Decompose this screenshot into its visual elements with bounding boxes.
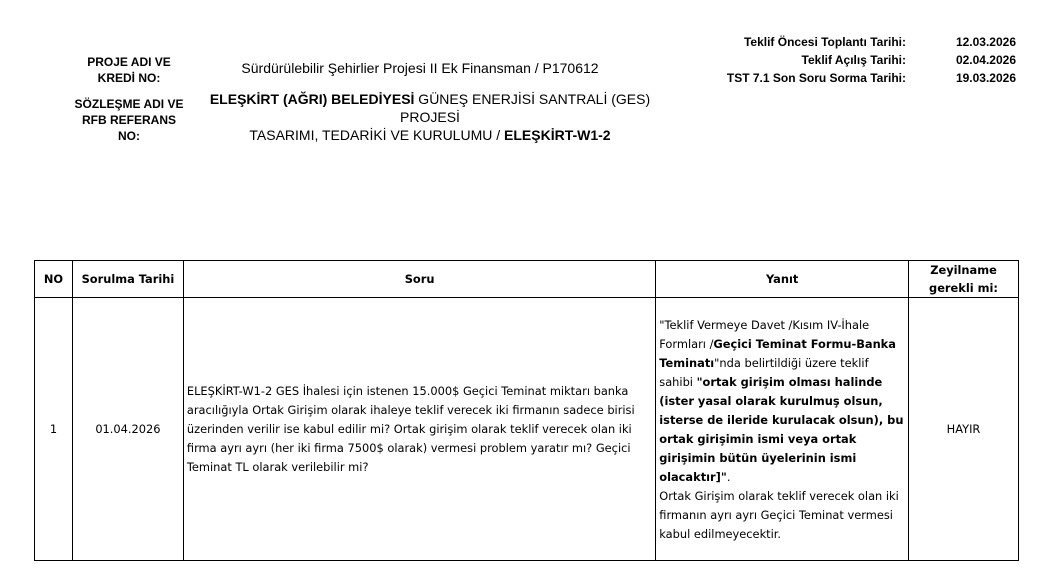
- answer-text: .: [726, 470, 731, 484]
- column-header-answer: Yanıt: [656, 261, 909, 298]
- contract-project-text: GÜNEŞ ENERJİSİ SANTRALİ (GES) PROJESİ: [400, 91, 651, 125]
- column-header-no: NO: [35, 261, 73, 298]
- date-row-pre-bid-meeting: [646, 33, 1016, 51]
- row-question: ELEŞKİRT-W1-2 GES İhalesi için istenen 15.000$ Geçici Teminat miktarı banka aracılığıyla Ortak Girişim olarak ihaleye teklif verecek iki firmanın sadece birisi üzerinden verilir ise kabul edilir mi? Ortak girişim olarak teklif verecek olan iki firma ayrı ayrı (her iki firma 7500$ olarak) vermesi problem yaratır mı? Geçici Teminat TL olarak verilebilir mi?: [183, 298, 655, 561]
- key-dates: [646, 33, 1016, 87]
- answer-quote: "ortak girişim olması halinde (ister yasal olarak kurulmuş olsun, isterse de ileride kurulacak olsun), bu ortak girişimin ismi veya ortak girişimin bütün üyelerinin ismi olacaktır]": [659, 375, 904, 484]
- column-header-amendment: Zeyilname gerekli mi:: [909, 261, 1019, 298]
- project-name-label: PROJE ADI VE KREDİ NO:: [87, 55, 171, 85]
- date-value: 19.03.2026: [955, 71, 1016, 85]
- answer-text: "Teklif Vermeye Davet /Kısım IV-İhale Formları /: [659, 318, 870, 351]
- row-amendment-required: HAYIR: [909, 298, 1019, 561]
- column-header-date: Sorulma Tarihi: [72, 261, 183, 298]
- date-row-question-deadline: [646, 69, 1016, 87]
- contract-code: ELEŞKİRT-W1-2: [504, 127, 611, 143]
- answer-text: "nda belirtildiği üzere teklif sahibi: [659, 356, 869, 389]
- answer-conclusion: Ortak Girişim olarak teklif verecek olan iki firmanın ayrı ayrı Geçici Teminat vermesi kabul edilmeyecektir.: [659, 489, 899, 541]
- date-value: 12.03.2026: [955, 35, 1016, 49]
- contract-ref-value: [192, 90, 668, 144]
- contract-municipality: ELEŞKİRT (AĞRI) BELEDİYESİ: [209, 91, 415, 107]
- row-date: 01.04.2026: [72, 298, 183, 561]
- date-label: Teklif Açılış Tarihi:: [801, 53, 906, 67]
- date-value: 02.04.2026: [955, 53, 1016, 67]
- date-label: Teklif Öncesi Toplantı Tarihi:: [743, 35, 906, 49]
- date-label: TST 7.1 Son Soru Sorma Tarihi:: [726, 71, 906, 85]
- row-number: 1: [35, 298, 73, 561]
- clarification-table: [34, 260, 1019, 561]
- contract-ref-label: SÖZLEŞME ADI VE RFB REFERANS NO:: [74, 97, 184, 143]
- table-header-row: [35, 261, 1019, 298]
- row-answer: [656, 298, 909, 561]
- contract-scope-text: TASARIMI, TEDARİKİ VE KURULUMU /: [249, 127, 505, 143]
- table-row: [35, 298, 1019, 561]
- column-header-question: Soru: [183, 261, 655, 298]
- answer-form-name: Geçici Teminat Formu-Banka Teminatı: [659, 337, 896, 370]
- project-name-value: Sürdürülebilir Şehirlier Projesi II Ek Finansman / P170612: [241, 60, 599, 76]
- date-row-bid-opening: [646, 51, 1016, 69]
